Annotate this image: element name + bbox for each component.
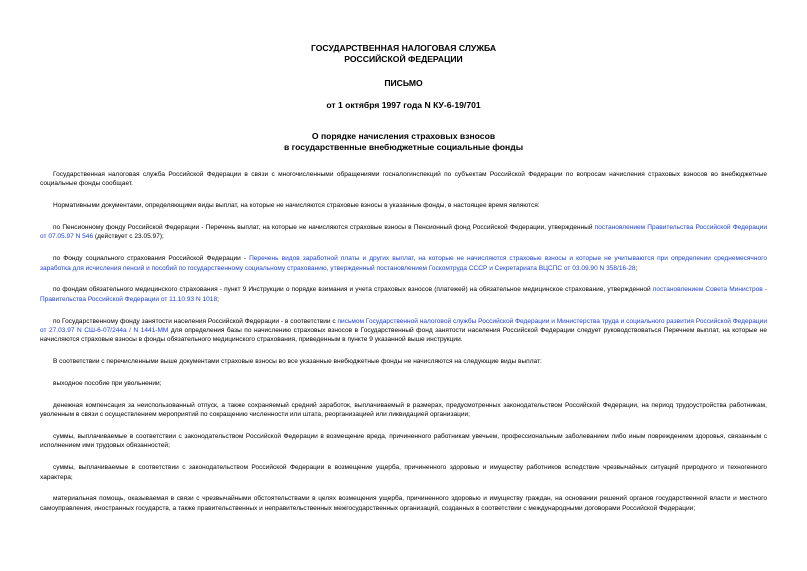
paragraph-employment-fund: [40, 317, 767, 345]
paragraph-text: для определения базы по начислению страховых взносов в Государственный фонд занятости населения Российской Федерации следует руководствоваться Перечнем выплат, на которые не начисляются страховые взносы в фонды обязательного медицинского страхования, приведенным в пункте 9 указанной выше инструкции.: [40, 327, 767, 344]
list-item-severance: выходное пособие при увольнении;: [53, 380, 162, 388]
paragraph-exempt-list-intro: В соответствии с перечисленными выше документами страховые взносы во все указанные внебюджетные фонды не начисляются на следующие виды выплат:: [53, 358, 542, 366]
subject-line-2: в государственные внебюджетные социальные фонды: [283, 142, 524, 152]
issuer-organization: [0, 43, 807, 65]
paragraph-medical-insurance: [40, 285, 767, 304]
paragraph-text: по Фонду социального страхования Российской Федерации -: [53, 255, 250, 263]
document-body: [40, 170, 767, 526]
paragraph-text: по Пенсионному фонду Российской Федерации - Перечень выплат, на которые не начисляются страховые взносы в Пенсионный фонд Российской Федерации, утвержденный: [53, 224, 595, 231]
paragraph-pension-fund: [40, 223, 767, 242]
document-subject: [0, 131, 807, 153]
subject-line-1: О порядке начисления страховых взносов: [311, 131, 496, 141]
paragraph-text: ;: [635, 264, 638, 272]
document-number-date: от 1 октября 1997 года N КУ-6-19/701: [326, 100, 481, 110]
pension-fund-decree-link[interactable]: постановлением Правительства Российской Федерации от 07.05.97 N 546: [40, 224, 767, 241]
paragraph-normative-docs: Нормативными документами, определяющими виды выплат, на которые не начисляются страховые взносы в указанные фонды, в настоящее время являются:: [53, 202, 540, 210]
paragraph-social-insurance: [40, 254, 767, 273]
list-item-material-aid: материальная помощь, оказываемая в связи с чрезвычайными обстоятельствами в целях возмещения ущерба, причиненного здоровью и имуществу граждан, на основании решений органов государственной власти и местного самоуправления, иностранных государств, а также правительственных и неправительственных межгосударственных организаций, созданных в соответствии с международными договорами Российской Федерации;: [40, 495, 767, 512]
paragraph-text: по фондам обязательного медицинского страхования - пункт 9 Инструкции о порядке взимания и учета страховых взносов (платежей) на обязательное медицинское страхование, утвержденной: [53, 286, 653, 294]
medical-insurance-decree-link[interactable]: постановлением Совета Министров - Правительства Российской Федерации от 11.10.93 N 1018: [40, 286, 767, 303]
paragraph-intro: Государственная налоговая служба Российской Федерации в связи с многочисленными обращениями госналогинспекций по субъектам Российской Федерации по вопросам начисления страховых взносов во внебюджетные социальные фонды сообщает.: [40, 171, 767, 188]
document-type: ПИСЬМО: [384, 78, 423, 88]
paragraph-text: ;: [217, 295, 219, 303]
employment-fund-letter-link[interactable]: письмом Государственной налоговой службы Российской Федерации и Министерства труда и социального развития Российской Федерации от 27.03.97 N СШ-6-07/244а / N 1441-ММ: [40, 317, 767, 335]
list-item-injury-compensation: суммы, выплачиваемые в соответствии с законодательством Российской Федерации в возмещение вреда, причиненного работникам увечьем, профессиональным заболеванием либо иным повреждением здоровья, связанным с исполнением ими трудовых обязанностей;: [40, 433, 767, 450]
issuer-line-2: РОССИЙСКОЙ ФЕДЕРАЦИИ: [344, 54, 463, 64]
social-insurance-list-link[interactable]: Перечень видов заработной платы и других выплат, на которые не начисляются страховые взносы и которые не учитываются при определении среднемесячного заработка для исчисления пенсий и пособий по государственному социальному страхованию, утвержденный постановлением Госкомтруда СССР и Секретариата ВЦСПС от 03.09.90 N 358/16-28: [40, 255, 767, 272]
paragraph-text: (действует с 23.05.97);: [93, 233, 164, 241]
paragraph-text: по Государственному фонду занятости населения Российской Федерации - в соответствии с: [53, 317, 338, 325]
list-item-emergency-damage: суммы, выплачиваемые в соответствии с законодательством Российской Федерации в возмещение ущерба, причиненного здоровью и имуществу работников вследствие чрезвычайных ситуаций природного и техногенного характера;: [40, 464, 767, 481]
list-item-vacation-compensation: денежная компенсация за неиспользованный отпуск, а также сохраняемый средний заработок, выплачиваемый в размерах, предусмотренных законодательством Российской Федерации, на период трудоустройства работникам, уволенным в связи с осуществлением мероприятий по сокращению численности или штата, реорганизацией или ликвидацией организации;: [40, 401, 767, 419]
issuer-line-1: ГОСУДАРСТВЕННАЯ НАЛОГОВАЯ СЛУЖБА: [310, 43, 497, 53]
